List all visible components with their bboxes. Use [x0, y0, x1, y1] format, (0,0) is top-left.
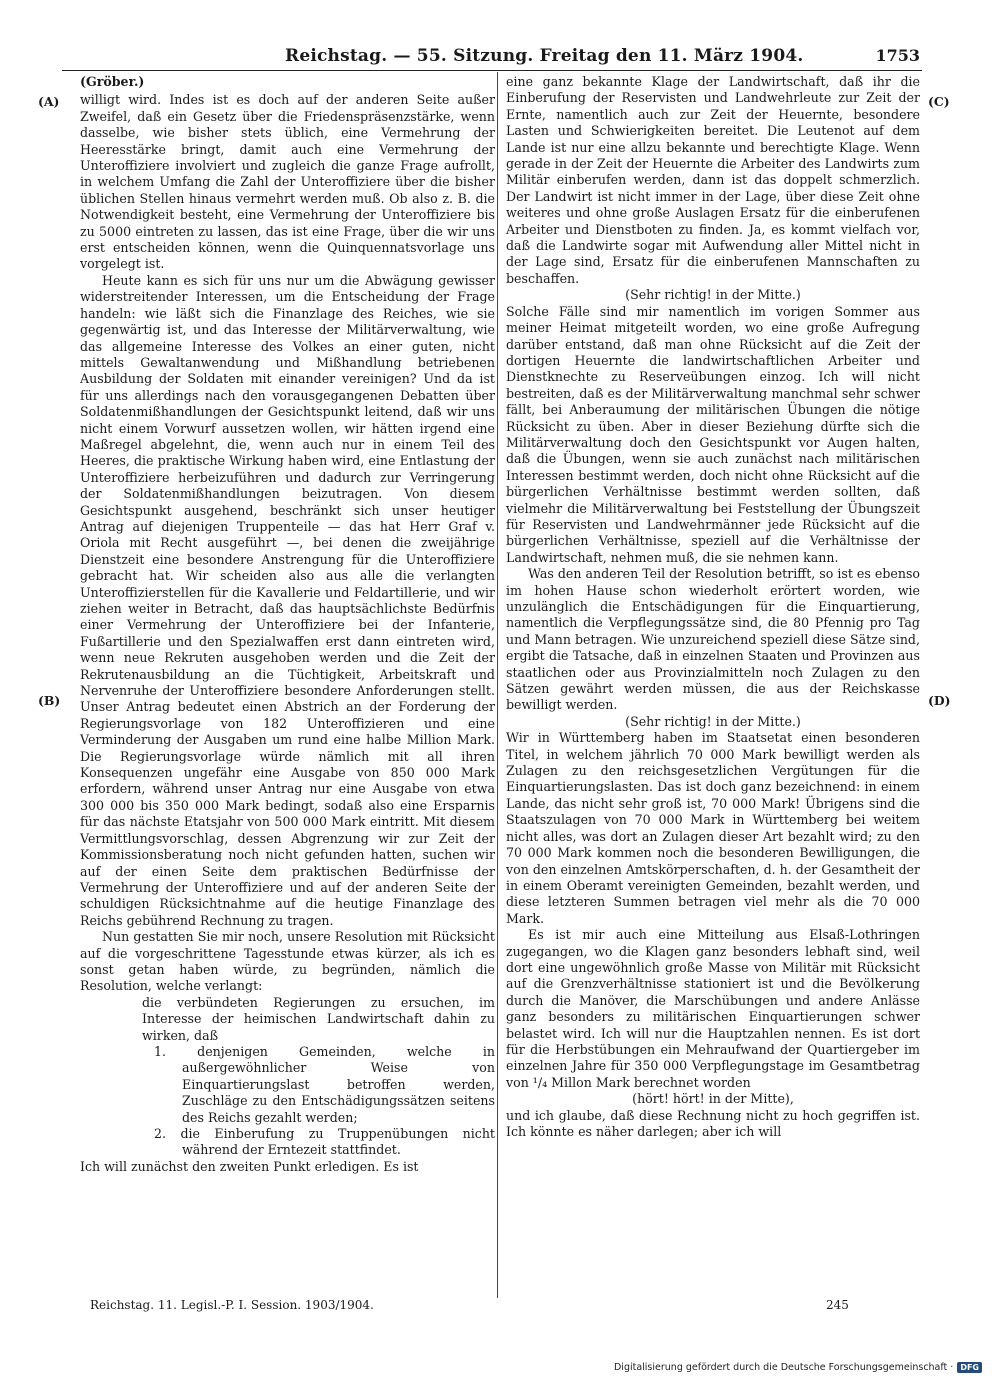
speaker-name: (Gröber.) — [80, 74, 145, 89]
paragraph: Wir in Württemberg haben im Staatsetat einen besonderen Titel, in welchem jährlich 70 000 Mark bewilligt werden als Zulagen zu den reichsgesetzlichen Vergütungen für die Einquartierungslasten. Das ist doch ganz bezeichnend: in einem Lande, das nicht sehr groß ist, 70 000 Mark! Übrigens sind die Staatszulagen von 70 000 Mark in Württemberg bei weitem nicht alles, was dort an Zulagen dieser Art bezahlt wird; zu den 70 000 Mark kommen noch die besonderen Bewilligungen, die von den einzelnen Amtskörperschaften, d. h. der Gesamtheit der in einem Oberamt vereinigten Gemeinden, bezahlt werden, und diese letzteren Summen betragen viel mehr als die 70 000 Mark. — [506, 730, 920, 926]
page-header — [90, 44, 920, 70]
digitization-credit — [614, 1362, 982, 1373]
resolution-item-1: 1. denjenigen Gemeinden, welche in außergewöhnlicher Weise von Einquartierungslast betroffen werden, Zuschläge zu den Entschädigungssätzen seitens des Reichs gezahlt werden; — [154, 1043, 495, 1125]
paragraph: Nun gestatten Sie mir noch, unsere Resolution mit Rücksicht auf die vorgeschrittene Tagesstunde etwas kürzer, als ich es sonst getan haben würde, zu begründen, nämlich die Resolution, welche verlangt: — [80, 929, 495, 994]
margin-marker-b: (B) — [38, 693, 61, 708]
footer-session: Reichstag. 11. Legisl.-P. I. Session. 1903/1904. — [90, 1298, 374, 1312]
dfg-logo-icon: DFG — [957, 1362, 982, 1373]
interjection: (Sehr richtig! in der Mitte.) — [625, 713, 801, 729]
paragraph: Heute kann es sich für uns nur um die Abwägung gewisser widerstreitender Interessen, um die Entscheidung der Frage handeln: wie läßt sich die Finanzlage des Reiches, wie sie gegenwärtig ist, und das Interesse der Militärverwaltung, wie das allgemeine Interesse des Volkes an einer guten, nicht mittels Gewaltanwendung und Mißhandlung betriebenen Ausbildung der Soldaten mit einander vereinigen? Und da ist für uns allerdings nach den vorausgegangenen Debatten über Soldatenmißhandlungen der Gesichtspunkt leitend, daß wir uns nicht einem Vorwurf aussetzen wollen, wir hätten irgend eine Maßregel abgelehnt, die, wenn auch nur in einem Teil des Heeres, die praktische Wirkung haben wird, eine Entlastung der Unteroffiziere herbeizuführen und dadurch zur Verringerung der Soldatenmißhandlungen beizutragen. Von diesem Gesichtspunkt ausgehend, beschränkt sich unser heutiger Antrag auf diejenigen Truppenteile — das hat Herr Graf v. Oriola mit Recht ausgeführt —, bei denen die zweijährige Dienstzeit eine besondere Anstrengung für die Unteroffiziere gebracht hat. Wir scheiden also aus alle die verlangten Unteroffizierstellen für die Kavallerie und Feldartillerie, und wir ziehen weiter in Betracht, daß das hauptsächlichste Bedürfnis einer Vermehrung der Unteroffiziere bei der Infanterie, Fußartillerie und den Spezialwaffen erst dann eintreten wird, wenn neue Rekruten ausgehoben werden und die Zeit der Rekrutenausbildung an die Tüchtigkeit, Arbeitskraft und Nervenruhe der Unteroffiziere besondere Anforderungen stellt. Unser Antrag bedeutet einen Abstrich an der Forderung der Regierungsvorlage von 182 Unteroffizieren und eine Verminderung der Ausgaben um rund eine halbe Million Mark. Die Regierungsvorlage würde nämlich mit all ihren Konsequenzen ungefähr eine Ausgabe von 850 000 Mark erfordern, während unser Antrag nur eine Ausgabe von etwa 300 000 bis 350 000 Mark bedingt, sodaß also eine Ersparnis für das nächste Etatsjahr von 500 000 Mark eintritt. Mit diesem Vermittlungsvorschlag, dessen Abgrenzung wir zur Zeit der Kommissionsberatung noch nicht gefunden hatten, suchen wir auf der einen Seite dem praktischen Bedürfnisse der Vermehrung der Unteroffiziere und auf der anderen Seite der schuldigen Rücksichtnahme auf die heutige Finanzlage des Reichs gebührend Rechnung zu tragen. — [80, 272, 495, 928]
header-rule — [62, 70, 922, 71]
margin-marker-c: (C) — [928, 94, 950, 109]
page-title: Reichstag. — 55. Sitzung. Freitag den 11. März 1904. — [285, 46, 804, 66]
right-column — [506, 74, 920, 1140]
left-column — [80, 74, 495, 1175]
credit-text: Digitalisierung gefördert durch die Deutsche Forschungsgemeinschaft · — [613, 1362, 954, 1373]
interjection: (hört! hört! in der Mitte), — [632, 1091, 794, 1107]
interjection: (Sehr richtig! in der Mitte.) — [625, 287, 801, 303]
margin-marker-a: (A) — [38, 94, 60, 109]
page-number: 1753 — [875, 46, 920, 65]
resolution-quote: die verbündeten Regierungen zu ersuchen, im Interesse der heimischen Landwirtschaft dahin zu wirken, daß — [142, 994, 495, 1043]
paragraph: Was den anderen Teil der Resolution betrifft, so ist es ebenso im hohen Hause schon wiederholt erörtert worden, wie unzulänglich die Entschädigungen für die Einquartierung, namentlich die Verpflegungssätze sind, die 80 Pfennig pro Tag und Mann betragen. Wie unzureichend speziell diese Sätze sind, ergibt die Tatsache, daß in einzelnen Staaten und Provinzen aus staatlichen oder aus Provinzialmitteln noch Zulagen zu den Sätzen gewährt werden müssen, die aus der Reichskasse bewilligt werden. — [506, 566, 920, 713]
margin-marker-d: (D) — [928, 693, 951, 708]
paragraph: Es ist mir auch eine Mitteilung aus Elsaß-Lothringen zugegangen, wo die Klagen ganz besonders lebhaft sind, weil dort eine ungewöhnlich große Masse von Militär mit Rücksicht auf die Grenzverhältnisse stationiert ist und die Bevölkerung durch die Manöver, die Marschübungen und andere Anlässe ganz besonders zu militärischen Einquartierungen schwer belastet wird. Ich will nur die Hauptzahlen nennen. Es ist dort für die Herbstübungen ein Mehraufwand der Quartiergeber im einzelnen Jahre für 350 000 Verpflegungstage im Gesamtbetrag von ¹/₄ Millon Mark berechnet worden — [506, 927, 920, 1090]
resolution-item-2: 2. die Einberufung zu Truppenübungen nicht während der Erntezeit stattfindet. — [154, 1126, 495, 1158]
footer-sheet-number: 245 — [826, 1298, 849, 1312]
column-divider — [497, 72, 498, 1298]
paragraph: Solche Fälle sind mir namentlich im vorigen Sommer aus meiner Heimat mitgeteilt worden, wo eine große Aufregung darüber entstand, daß man ohne Rücksicht auf die Zeit der dortigen Heuernte die landwirtschaftlichen Arbeiter und Dienstknechte zu Reserveübungen einzog. Ich will nicht bestreiten, daß es der Militärverwaltung manchmal sehr schwer fällt, bei Anberaumung der militärischen Übungen die nötige Rücksicht zu üben. Aber in dieser Beziehung dürfte sich die Militärverwaltung doch den Gesichtspunkt vor Augen halten, daß die Übungen, wenn sie auch zunächst nach militärischen Interessen bestimmt werden, doch nicht ohne Rücksicht auf die bürgerlichen Verhältnisse bestimmt werden sollten, daß vielmehr die Militärverwaltung bei Feststellung der Übungszeit für Reservisten und Landwehrmänner jede Rücksicht auf die bürgerlichen Verhältnisse, speziell auf die Verhältnisse der Landwirtschaft, nehmen muß, die sie nehmen kann. — [506, 303, 920, 565]
paragraph: eine ganz bekannte Klage der Landwirtschaft, daß ihr die Einberufung der Reservisten und Landwehrleute zur Zeit der Ernte, namentlich auch zur Zeit der Heuernte, besondere Lasten und Schwierigkeiten bereitet. Die Leutenot auf dem Lande ist nur eine allzu bekannte und berechtigte Klage. Wenn gerade in der Zeit der Heuernte die Arbeiter des Landwirts zum Militär einberufen werden, dann ist das doppelt schmerzlich. Der Landwirt ist nicht immer in der Lage, über diese Zeit ohne weiteres und ohne große Auslagen Ersatz für die einberufenen Arbeiter und Dienstboten zu finden. Ja, es kommt vielfach vor, daß die Landwirte sogar mit Aufwendung aller Mittel nicht in der Lage sind, Ersatz für die einberufenen Mannschaften zu beschaffen. — [506, 74, 920, 286]
paragraph: Ich will zunächst den zweiten Punkt erledigen. Es ist — [80, 1158, 419, 1174]
paragraph: willigt wird. Indes ist es doch auf der anderen Seite außer Zweifel, daß ein Gesetz über die Friedenspräsenzstärke, wenn dasselbe, wie bisher stets üblich, eine Vermehrung der Heeresstärke bringt, damit auch eine Vermehrung der Unteroffiziere involviert und zugleich die ganze Frage aufrollt, in welchem Umfang die Zahl der Unteroffiziere über die bisher üblichen Stellen hinaus vermehrt werden muß. Ob also z. B. die Notwendigkeit besteht, eine Vermehrung der Unteroffiziere bis zu 5000 eintreten zu lassen, das ist eine Frage, über die wir uns erst entscheiden können, wenn die Quinquennatsvorlage uns vorgelegt ist. — [80, 92, 495, 272]
paragraph: und ich glaube, daß diese Rechnung nicht zu hoch gegriffen ist. Ich könnte es näher darlegen; aber ich will — [506, 1107, 920, 1139]
